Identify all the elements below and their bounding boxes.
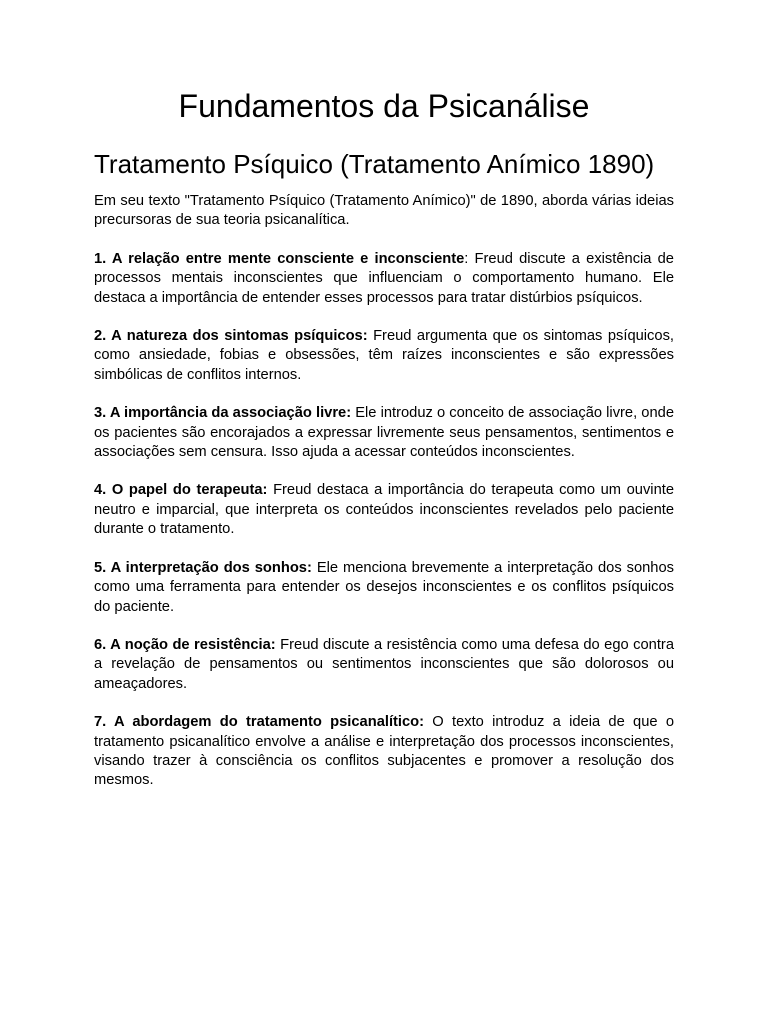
intro-paragraph: Em seu texto "Tratamento Psíquico (Tratamento Anímico)" de 1890, aborda várias ideias precursoras de sua teoria psicanalítica. <box>94 193 674 229</box>
list-item-heading: 5. A interpretação dos sonhos: <box>94 559 312 576</box>
list-item-heading: 2. A natureza dos sintomas psíquicos: <box>94 328 368 345</box>
list-item-5 <box>94 559 674 617</box>
list-item-heading: 4. O papel do terapeuta: <box>94 482 268 499</box>
list-item-4 <box>94 481 674 539</box>
document-title: Fundamentos da Psicanálise <box>178 88 590 124</box>
list-item-body: Freud argumenta que os sintomas psíquicos, como ansiedade, fobias e obsessões, têm raízes inconscientes e são expressões simbólicas de conflitos internos. <box>94 328 674 383</box>
list-item-6 <box>94 636 674 694</box>
list-item-heading: 6. A noção de resistência: <box>94 636 276 653</box>
list-item-7 <box>94 713 674 791</box>
list-item-2 <box>94 327 674 385</box>
list-item-heading: 3. A importância da associação livre: <box>94 405 352 422</box>
list-item-body: Ele menciona brevemente a interpretação dos sonhos como uma ferramenta para entender os desejos inconscientes e os conflitos psíquicos do paciente. <box>94 559 674 615</box>
list-item-heading: 1. A relação entre mente consciente e inconsciente <box>94 250 465 267</box>
list-item-body: O texto introduz a ideia de que o tratamento psicanalítico envolve a análise e interpretação dos processos inconscientes, visando trazer à consciência os conflitos subjacentes e promover a resolução dos mesmos. <box>94 714 674 789</box>
section-heading: Tratamento Psíquico (Tratamento Anímico 1890) <box>94 149 655 179</box>
list-item-1 <box>94 250 674 308</box>
list-item-body: : Freud discute a existência de processos mentais inconscientes que influenciam o comportamento humano. Ele destaca a importância de entender esses processos para tratar distúrbios psíquicos. <box>94 250 674 306</box>
list-item-3 <box>94 404 674 462</box>
list-item-body: Freud discute a resistência como uma defesa do ego contra a revelação de pensamentos ou sentimentos inconscientes que são dolorosos ou ameaçadores. <box>94 636 674 692</box>
list-item-body: Ele introduz o conceito de associação livre, onde os pacientes são encorajados a expressar livremente seus pensamentos, sentimentos e associações sem censura. Isso ajuda a acessar conteúdos inconscientes. <box>94 405 674 461</box>
list-item-heading: 7. A abordagem do tratamento psicanalítico: <box>94 714 425 731</box>
list-item-body: Freud destaca a importância do terapeuta como um ouvinte neutro e imparcial, que interpreta os conteúdos inconscientes revelados pelo paciente durante o tratamento. <box>94 482 674 538</box>
